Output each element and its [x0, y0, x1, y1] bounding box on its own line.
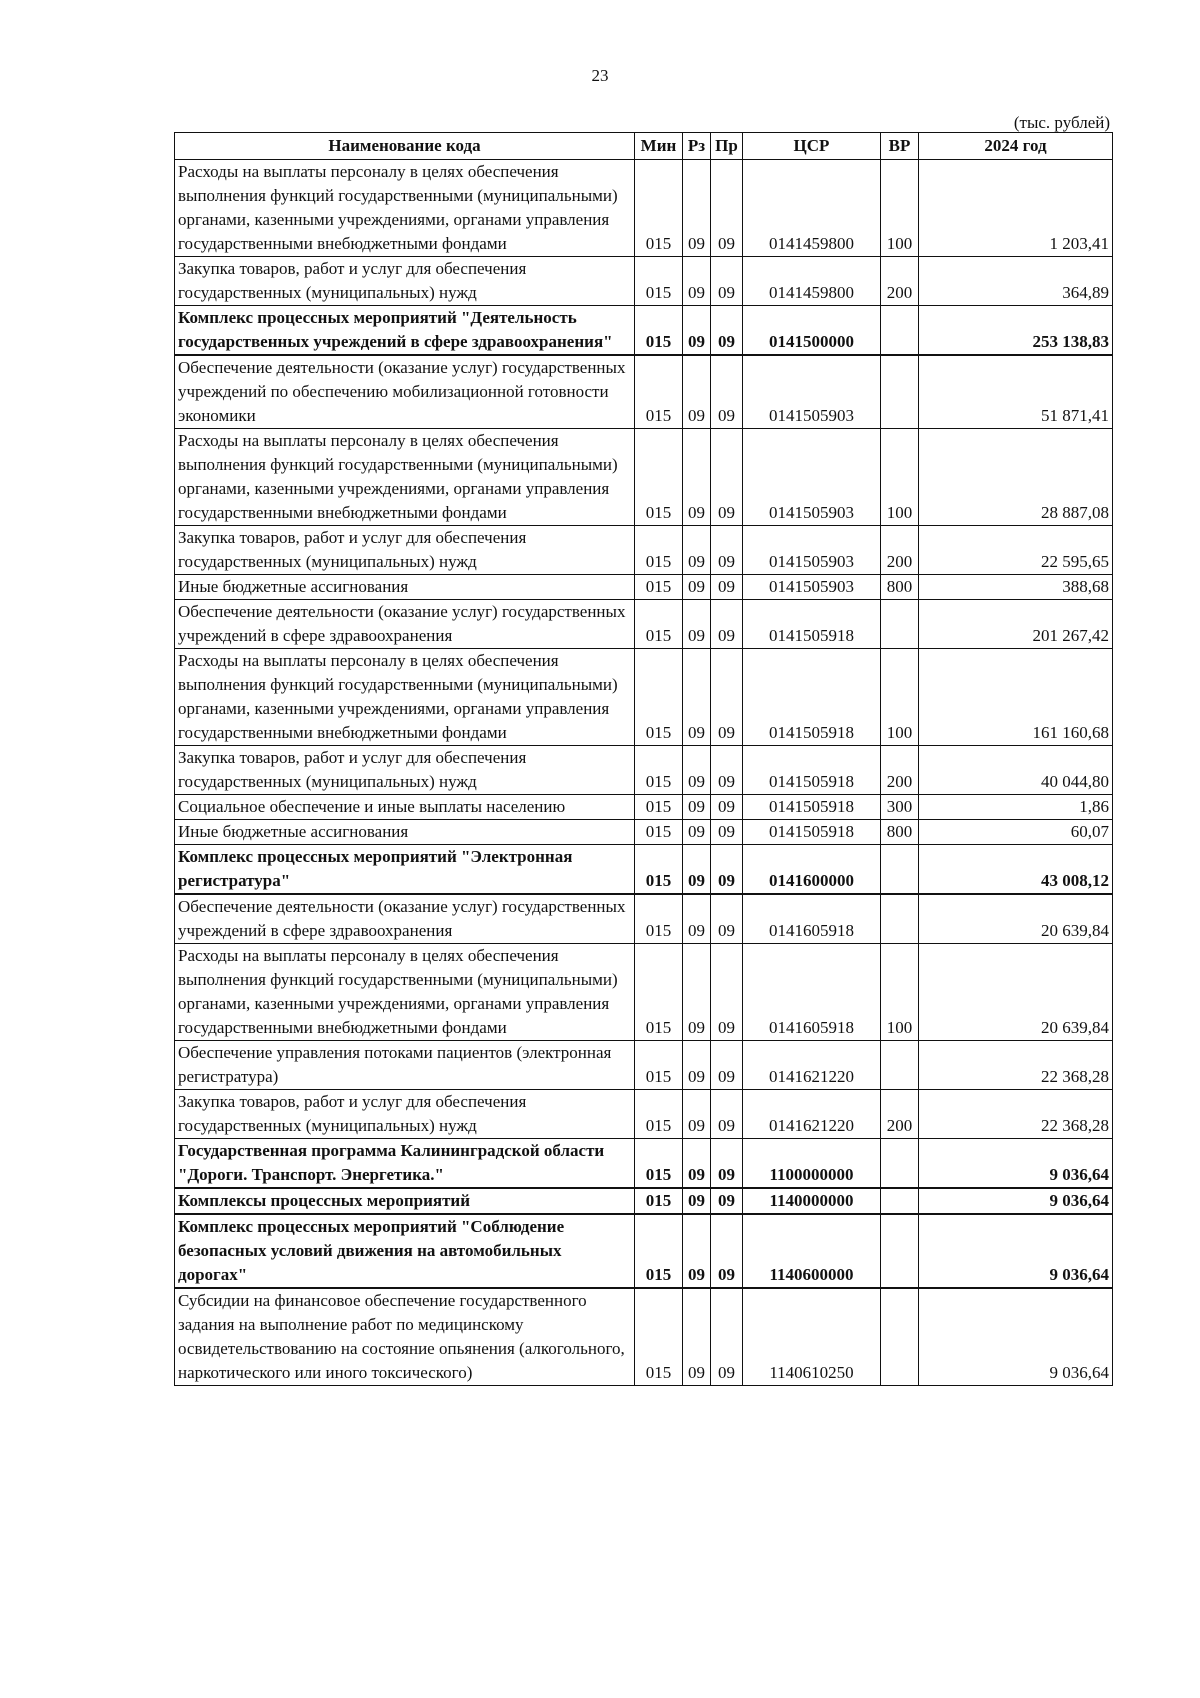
cell-rz: 09 — [683, 355, 711, 429]
cell-csr: 1140610250 — [743, 1288, 881, 1386]
cell-name: Комплекс процессных мероприятий "Соблюдение безопасных условий движения на автомобильных дорогах" — [175, 1214, 635, 1288]
cell-rz: 09 — [683, 1090, 711, 1139]
cell-vr: 300 — [881, 795, 919, 820]
cell-name: Расходы на выплаты персоналу в целях обеспечения выполнения функций государственными (муниципальными) органами, казенными учреждениями, органами управления государственными внебюджетными фондами — [175, 944, 635, 1041]
cell-name: Государственная программа Калининградской области "Дороги. Транспорт. Энергетика." — [175, 1139, 635, 1189]
table-row — [175, 1188, 1113, 1214]
cell-vr: 200 — [881, 257, 919, 306]
cell-csr: 0141505903 — [743, 575, 881, 600]
cell-vr — [881, 306, 919, 356]
cell-vr: 100 — [881, 160, 919, 257]
table-row — [175, 526, 1113, 575]
cell-min: 015 — [635, 894, 683, 944]
cell-rz: 09 — [683, 795, 711, 820]
cell-name: Иные бюджетные ассигнования — [175, 575, 635, 600]
cell-min: 015 — [635, 820, 683, 845]
cell-pr: 09 — [711, 845, 743, 895]
table-row — [175, 575, 1113, 600]
cell-rz: 09 — [683, 306, 711, 356]
table-row — [175, 1041, 1113, 1090]
cell-name: Комплекс процессных мероприятий "Деятельность государственных учреждений в сфере здравоохранения" — [175, 306, 635, 356]
cell-rz: 09 — [683, 944, 711, 1041]
cell-csr: 0141605918 — [743, 894, 881, 944]
cell-min: 015 — [635, 746, 683, 795]
cell-name: Закупка товаров, работ и услуг для обеспечения государственных (муниципальных) нужд — [175, 526, 635, 575]
cell-pr: 09 — [711, 257, 743, 306]
cell-pr: 09 — [711, 1139, 743, 1189]
cell-amount: 22 368,28 — [919, 1041, 1113, 1090]
cell-csr: 0141505918 — [743, 820, 881, 845]
cell-amount: 9 036,64 — [919, 1214, 1113, 1288]
cell-name: Комплексы процессных мероприятий — [175, 1188, 635, 1214]
header-amount: 2024 год — [919, 133, 1113, 160]
cell-pr: 09 — [711, 160, 743, 257]
cell-min: 015 — [635, 944, 683, 1041]
header-rz: Рз — [683, 133, 711, 160]
cell-rz: 09 — [683, 1188, 711, 1214]
cell-pr: 09 — [711, 944, 743, 1041]
cell-min: 015 — [635, 575, 683, 600]
cell-min: 015 — [635, 600, 683, 649]
cell-csr: 0141505903 — [743, 526, 881, 575]
cell-amount: 22 368,28 — [919, 1090, 1113, 1139]
cell-amount: 201 267,42 — [919, 600, 1113, 649]
header-csr: ЦСР — [743, 133, 881, 160]
cell-pr: 09 — [711, 795, 743, 820]
cell-pr: 09 — [711, 820, 743, 845]
cell-name: Комплекс процессных мероприятий "Электронная регистратура" — [175, 845, 635, 895]
cell-vr — [881, 355, 919, 429]
cell-amount: 1,86 — [919, 795, 1113, 820]
cell-min: 015 — [635, 526, 683, 575]
cell-rz: 09 — [683, 1139, 711, 1189]
cell-amount: 9 036,64 — [919, 1288, 1113, 1386]
cell-rz: 09 — [683, 160, 711, 257]
cell-csr: 0141605918 — [743, 944, 881, 1041]
table-row — [175, 600, 1113, 649]
table-row — [175, 1139, 1113, 1189]
cell-pr: 09 — [711, 429, 743, 526]
table-row — [175, 1090, 1113, 1139]
cell-csr: 0141459800 — [743, 160, 881, 257]
cell-pr: 09 — [711, 746, 743, 795]
table-row — [175, 355, 1113, 429]
cell-rz: 09 — [683, 600, 711, 649]
cell-name: Расходы на выплаты персоналу в целях обеспечения выполнения функций государственными (муниципальными) органами, казенными учреждениями, органами управления государственными внебюджетными фондами — [175, 429, 635, 526]
cell-name: Обеспечение деятельности (оказание услуг) государственных учреждений по обеспечению мобилизационной готовности экономики — [175, 355, 635, 429]
cell-rz: 09 — [683, 575, 711, 600]
cell-amount: 9 036,64 — [919, 1139, 1113, 1189]
cell-csr: 0141505918 — [743, 795, 881, 820]
cell-vr — [881, 1188, 919, 1214]
cell-amount: 253 138,83 — [919, 306, 1113, 356]
cell-amount: 388,68 — [919, 575, 1113, 600]
cell-amount: 9 036,64 — [919, 1188, 1113, 1214]
cell-amount: 22 595,65 — [919, 526, 1113, 575]
cell-csr: 0141505903 — [743, 429, 881, 526]
cell-rz: 09 — [683, 1041, 711, 1090]
cell-csr: 1140600000 — [743, 1214, 881, 1288]
cell-min: 015 — [635, 845, 683, 895]
table-row — [175, 820, 1113, 845]
cell-min: 015 — [635, 1214, 683, 1288]
cell-csr: 1140000000 — [743, 1188, 881, 1214]
cell-vr — [881, 1041, 919, 1090]
cell-rz: 09 — [683, 429, 711, 526]
cell-name: Расходы на выплаты персоналу в целях обеспечения выполнения функций государственными (муниципальными) органами, казенными учреждениями, органами управления государственными внебюджетными фондами — [175, 649, 635, 746]
cell-name: Субсидии на финансовое обеспечение государственного задания на выполнение работ по медицинскому освидетельствованию на состояние опьянения (алкогольного, наркотического или иного токсического) — [175, 1288, 635, 1386]
cell-csr: 0141600000 — [743, 845, 881, 895]
cell-name: Обеспечение управления потоками пациентов (электронная регистратура) — [175, 1041, 635, 1090]
table-row — [175, 944, 1113, 1041]
table-row — [175, 1214, 1113, 1288]
cell-amount: 28 887,08 — [919, 429, 1113, 526]
cell-name: Расходы на выплаты персоналу в целях обеспечения выполнения функций государственными (муниципальными) органами, казенными учреждениями, органами управления государственными внебюджетными фондами — [175, 160, 635, 257]
cell-vr: 800 — [881, 820, 919, 845]
table-row — [175, 894, 1113, 944]
cell-amount: 1 203,41 — [919, 160, 1113, 257]
cell-rz: 09 — [683, 526, 711, 575]
cell-csr: 1100000000 — [743, 1139, 881, 1189]
cell-rz: 09 — [683, 845, 711, 895]
page-number: 23 — [591, 66, 609, 85]
table-row — [175, 1288, 1113, 1386]
budget-table — [174, 132, 1113, 1386]
table-row — [175, 257, 1113, 306]
table-row — [175, 845, 1113, 895]
cell-pr: 09 — [711, 1214, 743, 1288]
cell-vr — [881, 1214, 919, 1288]
cell-vr: 200 — [881, 526, 919, 575]
table-row — [175, 160, 1113, 257]
cell-vr: 800 — [881, 575, 919, 600]
cell-min: 015 — [635, 1139, 683, 1189]
cell-csr: 0141505918 — [743, 600, 881, 649]
units-label: (тыс. рублей) — [1013, 113, 1110, 132]
cell-amount: 60,07 — [919, 820, 1113, 845]
cell-vr: 100 — [881, 649, 919, 746]
cell-min: 015 — [635, 1288, 683, 1386]
header-name: Наименование кода — [175, 133, 635, 160]
cell-pr: 09 — [711, 1041, 743, 1090]
cell-pr: 09 — [711, 575, 743, 600]
header-pr: Пр — [711, 133, 743, 160]
cell-min: 015 — [635, 1090, 683, 1139]
cell-rz: 09 — [683, 820, 711, 845]
cell-min: 015 — [635, 257, 683, 306]
cell-csr: 0141621220 — [743, 1090, 881, 1139]
cell-pr: 09 — [711, 894, 743, 944]
cell-vr: 100 — [881, 429, 919, 526]
cell-min: 015 — [635, 355, 683, 429]
cell-vr: 200 — [881, 746, 919, 795]
cell-amount: 51 871,41 — [919, 355, 1113, 429]
cell-rz: 09 — [683, 649, 711, 746]
cell-min: 015 — [635, 1041, 683, 1090]
table-header-row — [175, 133, 1113, 160]
cell-amount: 20 639,84 — [919, 944, 1113, 1041]
cell-csr: 0141505918 — [743, 649, 881, 746]
cell-vr — [881, 1288, 919, 1386]
cell-pr: 09 — [711, 649, 743, 746]
cell-min: 015 — [635, 160, 683, 257]
table-row — [175, 649, 1113, 746]
cell-vr — [881, 1139, 919, 1189]
cell-pr: 09 — [711, 355, 743, 429]
cell-pr: 09 — [711, 600, 743, 649]
cell-name: Иные бюджетные ассигнования — [175, 820, 635, 845]
cell-vr — [881, 845, 919, 895]
cell-csr: 0141621220 — [743, 1041, 881, 1090]
table-row — [175, 306, 1113, 356]
cell-name: Закупка товаров, работ и услуг для обеспечения государственных (муниципальных) нужд — [175, 746, 635, 795]
cell-min: 015 — [635, 306, 683, 356]
cell-min: 015 — [635, 649, 683, 746]
cell-name: Социальное обеспечение и иные выплаты населению — [175, 795, 635, 820]
cell-rz: 09 — [683, 746, 711, 795]
cell-csr: 0141505903 — [743, 355, 881, 429]
cell-min: 015 — [635, 795, 683, 820]
cell-rz: 09 — [683, 894, 711, 944]
cell-pr: 09 — [711, 1188, 743, 1214]
cell-rz: 09 — [683, 257, 711, 306]
cell-vr — [881, 600, 919, 649]
cell-name: Закупка товаров, работ и услуг для обеспечения государственных (муниципальных) нужд — [175, 257, 635, 306]
header-vr: ВР — [881, 133, 919, 160]
table-row — [175, 429, 1113, 526]
cell-min: 015 — [635, 429, 683, 526]
cell-pr: 09 — [711, 526, 743, 575]
cell-pr: 09 — [711, 1288, 743, 1386]
cell-csr: 0141505918 — [743, 746, 881, 795]
table-body — [175, 160, 1113, 1386]
cell-amount: 40 044,80 — [919, 746, 1113, 795]
cell-name: Закупка товаров, работ и услуг для обеспечения государственных (муниципальных) нужд — [175, 1090, 635, 1139]
cell-name: Обеспечение деятельности (оказание услуг) государственных учреждений в сфере здравоохранения — [175, 600, 635, 649]
cell-amount: 364,89 — [919, 257, 1113, 306]
cell-vr: 100 — [881, 944, 919, 1041]
cell-rz: 09 — [683, 1214, 711, 1288]
cell-csr: 0141459800 — [743, 257, 881, 306]
cell-rz: 09 — [683, 1288, 711, 1386]
cell-csr: 0141500000 — [743, 306, 881, 356]
table-row — [175, 795, 1113, 820]
cell-vr — [881, 894, 919, 944]
cell-amount: 20 639,84 — [919, 894, 1113, 944]
cell-pr: 09 — [711, 1090, 743, 1139]
cell-min: 015 — [635, 1188, 683, 1214]
header-min: Мин — [635, 133, 683, 160]
cell-name: Обеспечение деятельности (оказание услуг) государственных учреждений в сфере здравоохранения — [175, 894, 635, 944]
table-row — [175, 746, 1113, 795]
cell-amount: 161 160,68 — [919, 649, 1113, 746]
cell-vr: 200 — [881, 1090, 919, 1139]
cell-amount: 43 008,12 — [919, 845, 1113, 895]
cell-pr: 09 — [711, 306, 743, 356]
